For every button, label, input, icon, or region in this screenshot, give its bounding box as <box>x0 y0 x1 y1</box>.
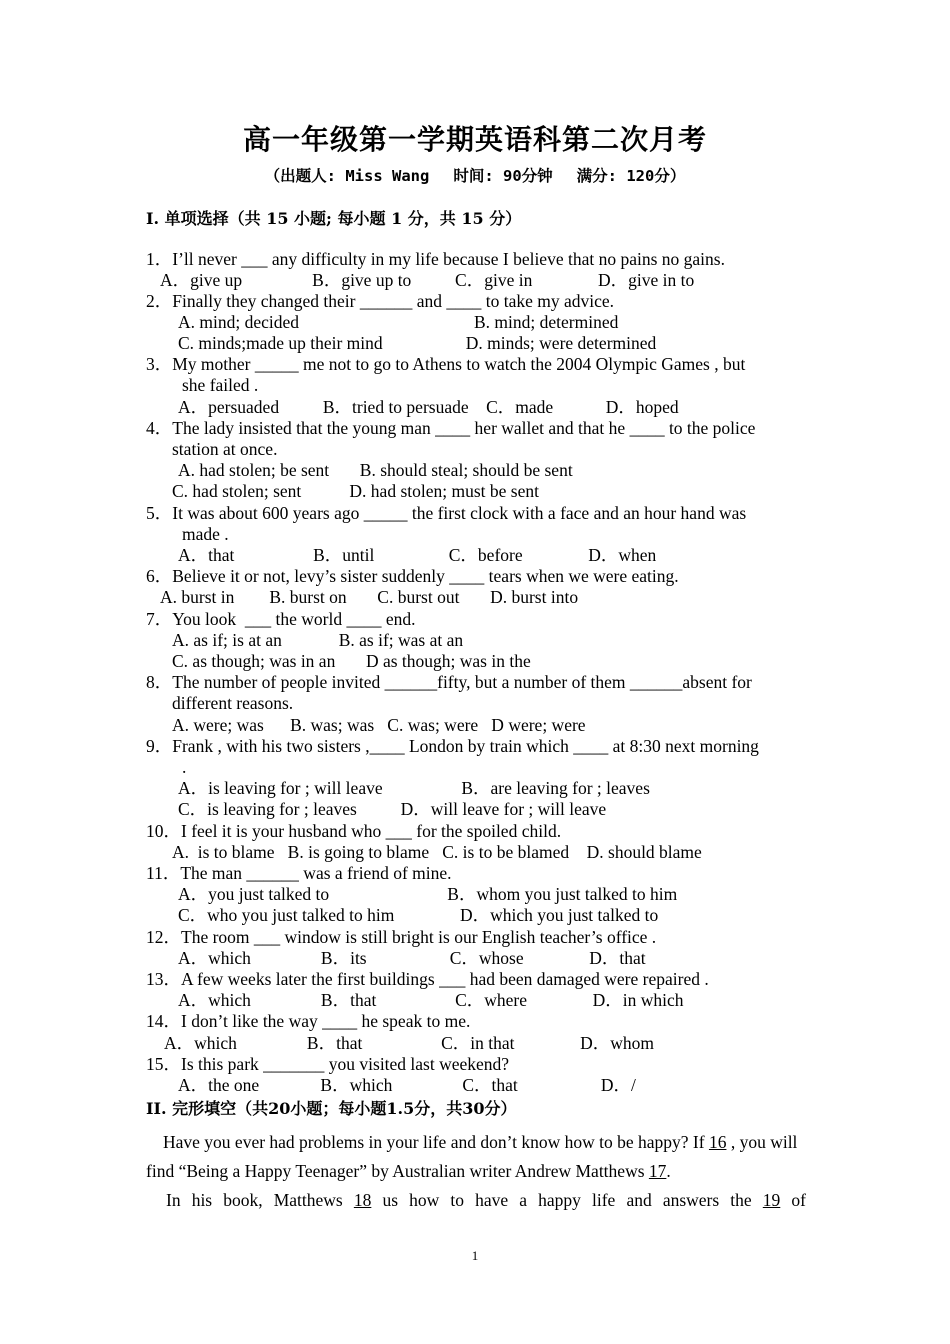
question-line: station at once. <box>172 439 278 459</box>
cloze-paragraph <box>146 1128 806 1186</box>
question-line: 7．You look ___ the world ____ end. <box>146 609 416 629</box>
question-options: A．persuaded B．tried to persuade C．made D．hoped <box>178 397 679 417</box>
passage-text: Have you ever had problems in your life and don’t know how to be happy? If <box>163 1132 709 1152</box>
question-options: A. burst in B. burst on C. burst out D. burst into <box>160 587 579 607</box>
question-options: C．is leaving for ; leaves D．will leave for ; will leave <box>178 799 607 819</box>
question-options: C．who you just talked to him D．which you just talked to <box>178 905 659 925</box>
question-options: A．that B．until C．before D．when <box>178 545 657 565</box>
question-options: C. had stolen; sent D. had stolen; must be sent <box>172 481 539 501</box>
question-options: C. minds;made up their mind D. minds; were determined <box>178 333 657 353</box>
question-options: C. as though; was in an D as though; was in the <box>172 651 531 671</box>
question-line: 11．The man ______ was a friend of mine. <box>146 863 452 883</box>
question-line: 5．It was about 600 years ago _____ the first clock with a face and an hour hand was <box>146 503 747 523</box>
question-options: A．which B．that C．in that D．whom <box>164 1033 654 1053</box>
blank-19: 19 <box>762 1190 781 1210</box>
cloze-passage <box>146 1128 806 1215</box>
question-line: 2．Finally they changed their ______ and ____ to take my advice. <box>146 291 615 311</box>
question-line: 6．Believe it or not, levy’s sister suddenly ____ tears when we were eating. <box>146 566 679 586</box>
cloze-paragraph <box>146 1186 806 1215</box>
exam-score: 满分: 120分） <box>576 167 686 185</box>
blank-16: 16 <box>708 1132 727 1152</box>
question-options: A．give up B．give up to C．give in D．give in to <box>160 270 695 290</box>
question-options: A. as if; is at an B. as if; was at an <box>172 630 464 650</box>
question-line: 1．I’ll never ___ any difficulty in my life because I believe that no pains no gains. <box>146 249 725 269</box>
passage-text: you will find “Being a Happy Teenager” by Australian writer Andrew Matthews <box>146 1132 798 1181</box>
blank-17: 17 <box>648 1161 667 1181</box>
question-line: 13．A few weeks later the first buildings ___ had been damaged were repaired . <box>146 969 709 989</box>
passage-text: . <box>666 1161 671 1181</box>
section2-heading: II. 完形填空（共20小题；每小题1.5分，共30分） <box>146 1099 517 1118</box>
exam-title: 高一年级第一学期英语科第二次月考 <box>242 123 707 156</box>
exam-author: （出题人: Miss Wang <box>264 167 430 185</box>
question-line: 9．Frank , with his two sisters ,____ London by train which ____ at 8:30 next morning <box>146 736 759 756</box>
exam-time: 时间: 90分钟 <box>453 167 553 185</box>
question-line: . <box>182 757 187 777</box>
question-options: A. were; was B. was; was C. was; were D were; were <box>172 715 586 735</box>
question-line: 12．The room ___ window is still bright is our English teacher’s office . <box>146 927 657 947</box>
blank-18: 18 <box>353 1190 372 1210</box>
question-line: 4．The lady insisted that the young man ____ her wallet and that he ____ to the police <box>146 418 756 438</box>
passage-text: of <box>780 1190 806 1210</box>
question-line: she failed . <box>182 375 259 395</box>
page-number: 1 <box>471 1248 479 1263</box>
question-line: 14．I don’t like the way ____ he speak to me. <box>146 1011 471 1031</box>
question-line: different reasons. <box>172 693 294 713</box>
question-options: A．which B．that C．where D．in which <box>178 990 684 1010</box>
question-options: A. mind; decided B. mind; determined <box>178 312 619 332</box>
question-line: 15．Is this park _______ you visited last weekend? <box>146 1054 510 1074</box>
question-options: A．which B．its C．whose D．that <box>178 948 646 968</box>
question-line: 8．The number of people invited ______fifty, but a number of them ______absent for <box>146 672 752 692</box>
exam-subtitle <box>0 164 950 186</box>
passage-text: us how to have a happy life and answers the <box>371 1190 763 1210</box>
question-line: 10．I feel it is your husband who ___ for the spoiled child. <box>146 821 562 841</box>
passage-text: , <box>726 1132 736 1152</box>
passage-text: In his book, Matthews <box>166 1190 354 1210</box>
question-options: A. had stolen; be sent B. should steal; should be sent <box>178 460 573 480</box>
question-line: 3．My mother _____ me not to go to Athens to watch the 2004 Olympic Games , but <box>146 354 746 374</box>
question-line: made . <box>182 524 229 544</box>
question-options: A．the one B．which C．that D．/ <box>178 1075 636 1095</box>
question-options: A．you just talked to B．whom you just talked to him <box>178 884 678 904</box>
question-options: A．is leaving for ; will leave B．are leaving for ; leaves <box>178 778 650 798</box>
question-options: A. is to blame B. is going to blame C. is to be blamed D. should blame <box>172 842 702 862</box>
section1-heading: I. 单项选择（共 15 小题; 每小题 1 分，共 15 分） <box>146 209 522 228</box>
